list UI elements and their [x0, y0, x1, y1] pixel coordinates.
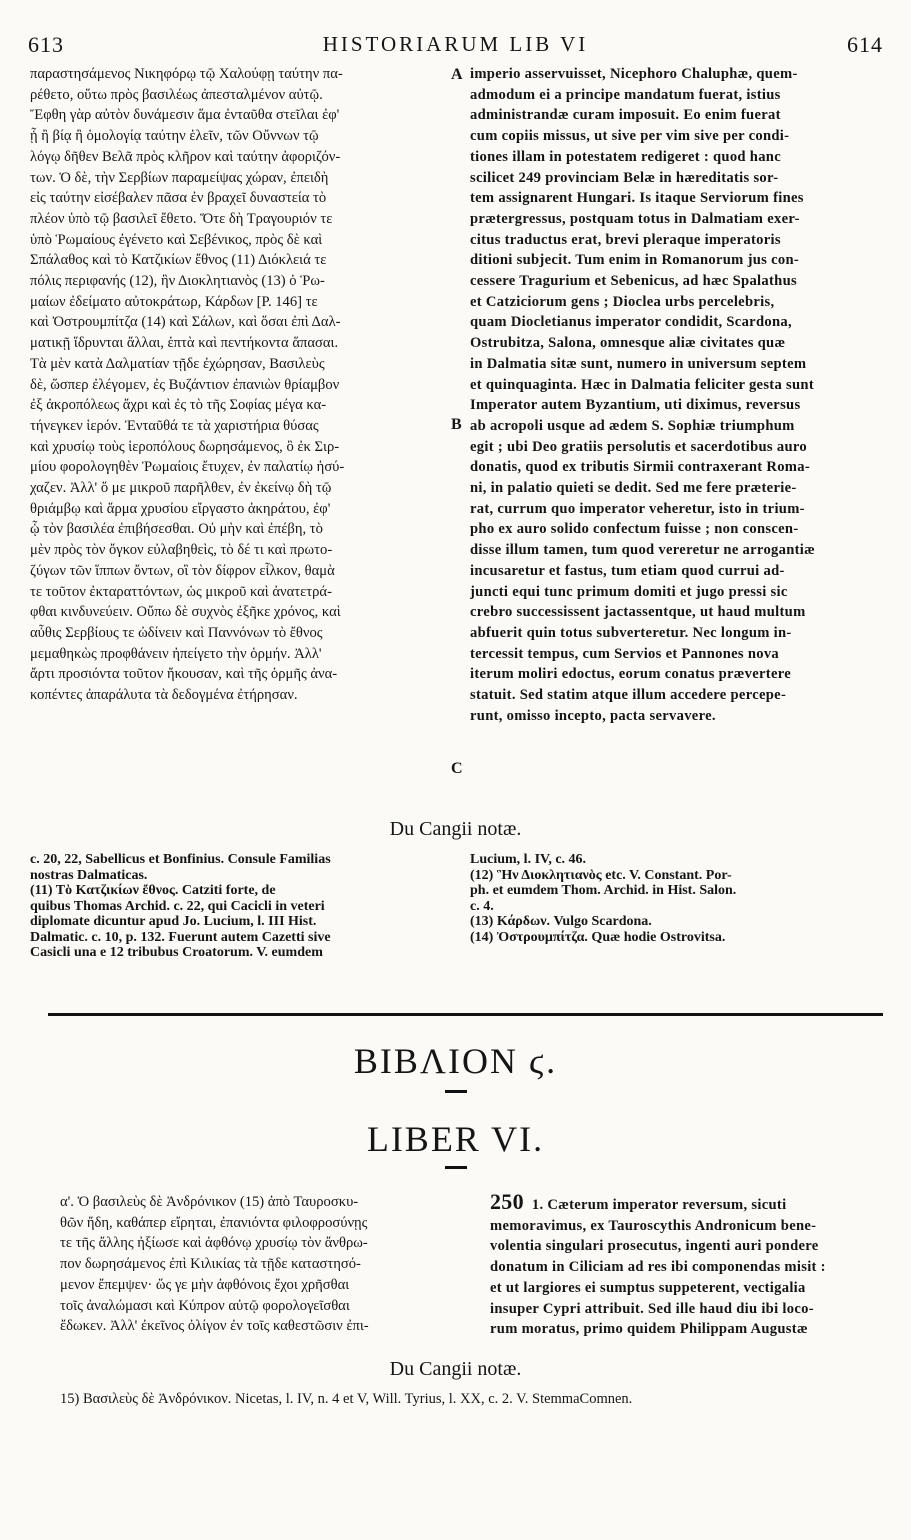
latin-line: tercessit tempus, cum Servios et Pannones nova	[470, 645, 780, 662]
greek-line: εἰς ταύτην εἰσέβαλεν πᾶσα ἐν βραχεῖ δυναστεία τὸ	[30, 190, 327, 207]
notes-right-column	[470, 852, 890, 945]
note-line: nostras Dalmaticas.	[30, 867, 148, 883]
greek-line: αὖθις Σερβίους τε ὠδίνειν καὶ Παννόνων τὸ ἔθνος	[30, 624, 323, 641]
latin-line: cessere Tragurium et Sebenicus, ad hæc Spalathus	[470, 273, 797, 290]
notes-left-column	[30, 852, 450, 961]
note-line: (13) Κάρδων. Vulgo Scardona.	[470, 914, 652, 929]
latin-line: ditioni subjecit. Tum enim in Romanorum jus con-	[470, 252, 800, 269]
greek-line: α'. Ὁ βασιλεὺς δὲ Ἀνδρόνικον (15) ἀπὸ Ταυροσκυ-	[60, 1194, 359, 1210]
latin-line: iterum moliri edoctus, eorum conatus prævertere	[470, 666, 792, 683]
margin-letter-b: B	[451, 416, 462, 433]
greek-line: ἔδωκεν. Ἀλλ' ἐκεῖνος ὀλίγον ἐν τοῖς καθεστῶσιν ἐπι-	[60, 1318, 369, 1335]
note-line: (11) Τὸ Κατζικίων ἔθνος. Catziti forte, de	[30, 883, 276, 898]
greek-line: πόλις περιφανής (12), ἣν Διοκλητιανὸς (13) ὁ Ῥω-	[30, 273, 325, 290]
greek-line: μὲν πρὸς τὸν ὄγκον εὐλαβηθεὶς, τὸ δέ τι καὶ πρωτο-	[30, 542, 333, 559]
greek-line: ὑπὸ Ῥωμαίους ἐγένετο καὶ Σεβένικος, πρὸς δὲ καὶ	[30, 231, 323, 248]
greek-line: πον δωρησάμενος ἐπὶ Κιλικίας τὰ τῇδε καταστησό-	[60, 1256, 361, 1273]
running-title: HISTORIARUM LIB VI	[322, 32, 589, 56]
latin-line: imperio asservuisset, Nicephoro Chaluphæ, quem-	[470, 66, 798, 82]
margin-letter-a: A	[451, 66, 463, 83]
note-line: quibus Thomas Archid. c. 22, qui Cacicli in veteri	[30, 898, 325, 914]
greek-line: ᾗ ἢ βίᾳ ἢ ὁμολογίᾳ ταύτην ἑλεῖν, τῶν Οὔννων τῷ	[30, 128, 319, 145]
greek-column-top	[30, 64, 455, 724]
notes-heading-top: Du Cangii notæ.	[389, 818, 522, 840]
latin-line: abfuerit quin totus subverteretur. Nec longum in-	[470, 624, 792, 641]
title-dash	[445, 1166, 467, 1169]
latin-line: ab acropoli usque ad ædem S. Sophiæ triumphum	[470, 417, 795, 434]
latin-line: donatum in Ciliciam ad res ibi componendas misit :	[490, 1259, 826, 1276]
latin-line: pho ex auro solido confectum fuisse ; non conscen-	[470, 521, 799, 538]
footnote-15	[60, 1390, 880, 1408]
latin-line: incusaretur et fastus, tum etiam quod currui ad-	[470, 562, 785, 579]
greek-line: τε τοῦτον ἐκταραττόντων, ὡς μικροῦ καὶ ἀνατετρά-	[30, 583, 332, 600]
greek-line: Ἔφθη γὰρ αὐτὸν δυνάμεσιν ἅμα ἐνταῦθα στεῖλαι ἐφ'	[30, 107, 340, 124]
greek-line: ᾧ τὸν βασιλέα ἐπιβήσεσθαι. Οὐ μὴν καὶ ἐπέβη, τὸ	[30, 521, 323, 538]
greek-line: μίου φορολογηθὲν Ῥωμαίοις ἔτυχεν, ἐν παλατίῳ ἡσύ-	[30, 459, 345, 476]
latin-line: insuper Cypri attribuit. Sed ille haud diu ibi loco-	[490, 1300, 814, 1317]
latin-line: prætergressus, postquam totus in Dalmatiam exer-	[470, 210, 800, 227]
greek-line: ζύγων τῶν ἵππων ὄντων, οἳ τὸν δίφρον εἷλκον, θαμὰ	[30, 562, 335, 579]
latin-line: Imperator autem Byzantium, uti diximus, reversus	[470, 397, 801, 414]
greek-line: Σπάλαθος καὶ τὸ Κατζικίων ἔθνος (11) Διόκλειά τε	[30, 252, 327, 269]
title-dash	[445, 1090, 467, 1093]
greek-line: πλέον ὑπὸ τῷ βασιλεῖ ἔθετο. Ὅτε δὴ Τραγουριόν τε	[30, 210, 333, 227]
margin-letter-c: C	[451, 760, 463, 777]
latin-line: et Catziciorum gens ; Dioclea urbs percelebris,	[470, 293, 775, 310]
greek-line: τε τῆς ἄλλης ἠξίωσε καὶ ἀφθόνῳ χρυσίῳ τὸν ἄνθρω-	[60, 1235, 368, 1252]
footnote-line: 15) Βασιλεὺς δὲ Ἀνδρόνικον. Nicetas, l. IV, n. 4 et V, Will. Tyrius, l. XX, c. 2. V. Stemma	[60, 1391, 580, 1407]
latin-column-bottom	[490, 1192, 890, 1357]
latin-line: in Dalmatia sitæ sunt, numero in universum septem	[470, 355, 807, 372]
latin-line: volentia singulari prosecutus, ingenti auri pondere	[490, 1238, 819, 1255]
latin-line: memoravimus, ex Tauroscythis Andronicum bene-	[490, 1217, 817, 1234]
latin-line: donatis, quod ex tributis Sirmii contraxerant Roma-	[470, 459, 811, 476]
greek-line: των. Ὁ δὲ, τὴν Σερβίων παραμείψας χώραν, ἐπειδὴ	[30, 169, 329, 186]
left-page-number: 613	[28, 32, 64, 57]
latin-line: et ut largiores ei sumptus suppeterent, vectigalia	[490, 1279, 806, 1296]
greek-line: ρέθετο, οὕτω πρὸς βασιλέως ἀπεσταλμένον αὐτῷ.	[30, 86, 323, 103]
greek-line: ἐξ ἀκροπόλεως ἄχρι καὶ ἐς τὸ τῆς Σοφίας μέγα κα-	[30, 397, 327, 414]
latin-line: tem assignarent Hungari. Is itaque Serviorum fines	[470, 190, 804, 207]
greek-line: τήνεγκεν ἱερόν. Ἐνταῦθά τε τὰ χαριστήρια θύσας	[30, 417, 319, 434]
greek-line: θριάμβῳ καὶ ἅρμα χρυσίου εἴργαστο ἀκηράτου, ἐφ'	[30, 500, 331, 517]
greek-line: τοῖς ἀναλώμασι καὶ Κύπρον αὐτῷ φορολογεῖσθαι	[60, 1297, 350, 1314]
greek-line: θῶν ἤδη, καθάπερ εἴρηται, ἐπανιόντα φιλοφροσύνῃς	[60, 1214, 368, 1231]
latin-line: Ostrubitza, Salona, omnesque aliæ civitates quæ	[470, 335, 786, 352]
greek-line: λόγῳ δῆθεν Βελᾶ πρὸς κλῆρον καὶ ταύτην ἀφοριζόν-	[30, 148, 341, 165]
note-line: Dalmatic. c. 10, p. 132. Fuerunt autem Cazetti sive	[30, 929, 331, 945]
notes-heading-bottom: Du Cangii notæ.	[389, 1358, 522, 1380]
latin-line: quam Diocletianus imperator condidit, Scardona,	[470, 314, 792, 331]
greek-line: δὲ, ὥσπερ ἐλέγομεν, ἐς Βυζάντιον ἐπανιὼν θρίαμβον	[30, 376, 340, 393]
note-line: c. 20, 22, Sabellicus et Bonfinius. Consule Familias	[30, 852, 331, 867]
greek-line: ἄρτι προσιόντα τοῦτον ἤκουσαν, καὶ τῆς ὁρμῆς ἀνα-	[30, 666, 338, 683]
latin-line: admodum ei a principe mandatum fuerat, istius	[470, 86, 781, 103]
greek-line: ματικῇ ἵδρυνται ἄλλαι, ἑπτὰ καὶ πεντήκοντα ἅπασαι.	[30, 335, 339, 352]
note-line: c. 4.	[470, 898, 494, 914]
latin-line: citus traductus erat, brevi pleraque imperatoris	[470, 231, 781, 248]
latin-line: juncti equi tunc primum domiti et jugo pressi sic	[470, 583, 788, 600]
note-line: Casicli una e 12 tribubus Croatorum. V. eumdem	[30, 945, 323, 960]
latin-book-title: LIBER VI.	[366, 1119, 545, 1159]
latin-line: runt, omisso incepto, pacta servavere.	[470, 707, 716, 724]
greek-line: καὶ χρυσίῳ τοὺς ἱεροπόλους δωρησάμενος, ὃ ἐκ Σιρ-	[30, 438, 340, 455]
greek-line: παραστησάμενος Νικηφόρῳ τῷ Χαλούφῃ ταύτην πα-	[30, 66, 343, 82]
greek-line: μεμαθηκὼς προφθάνειν ἠπείγετο τὴν ὁρμήν. Ἀλλ'	[30, 645, 322, 662]
greek-book-title: BIBΛΙΟΝ ϛ.	[353, 1041, 558, 1081]
running-head	[28, 32, 883, 62]
greek-line: κοπέντες ἀπαράλυτα τὰ δεδογμένα ἐτήρησαν.	[30, 687, 298, 704]
greek-line: μαίων ἐδείματο αὐτοκράτωρ, Κάρδων [P. 146] τε	[30, 293, 318, 310]
latin-line: tiones illam in potestatem redigeret : quod hanc	[470, 148, 781, 165]
latin-line: statuit. Sed statim atque illum accedere percepe-	[470, 687, 787, 704]
greek-line: χαζεν. Ἀλλ' ὅ με μικροῦ παρῆλθεν, ἐν ἐκείνῳ δὴ τῷ	[30, 480, 332, 497]
latin-line: administrandæ curam imposuit. Eo enim fuerat	[470, 107, 781, 124]
section-number: 250	[490, 1192, 524, 1214]
latin-line: crebro successissent jactassentque, ut haud multum	[470, 604, 806, 621]
note-line: Lucium, l. IV, c. 46.	[470, 852, 587, 867]
section-rule	[48, 1013, 883, 1016]
greek-line: μενον ἔπεμψεν· ὥς γε μὴν ἀφθόνοις ἔχοι χρῆσθαι	[60, 1276, 350, 1293]
note-line: (12) Ἣν Διοκλητιανὸς etc. V. Constant. Por-	[470, 867, 732, 883]
latin-line: rum moratus, primo quidem Philippam Augustæ	[490, 1321, 808, 1338]
latin-line: ni, in palatio quieti se dedit. Sed me fere præterie-	[470, 480, 797, 497]
right-page-number: 614	[847, 32, 883, 57]
greek-line: Τὰ μὲν κατὰ Δαλματίαν τῇδε ἐχώρησαν, Βασιλεὺς	[30, 355, 325, 372]
latin-line: 1. Cæterum imperator reversum, sicuti	[531, 1197, 787, 1213]
latin-line: egit ; ubi Deo gratiis persolutis et sacerdotibus auro	[470, 438, 807, 455]
footnote-line: Comnen.	[579, 1391, 633, 1407]
note-line: ph. et eumdem Thom. Archid. in Hist. Salon.	[470, 883, 737, 898]
greek-column-bottom	[60, 1192, 460, 1352]
latin-line: et quinquaginta. Hæc in Dalmatia feliciter gesta sunt	[470, 376, 814, 393]
greek-line: φθαι κινδυνεύειν. Οὔπω δὲ συχνὸς ἐξῆκε χρόνος, καὶ	[30, 604, 341, 621]
latin-column-top	[470, 64, 890, 744]
note-line: (14) Ὀστρουμπίτζα. Quæ hodie Ostrovitsa.	[470, 929, 726, 945]
latin-line: cum copiis missus, ut sive per vim sive per condi-	[470, 128, 790, 145]
latin-line: rat, currum quo imperator veheretur, isto in trium-	[470, 500, 805, 517]
greek-line: καὶ Ὀστρουμπίτζα (14) καὶ Σάλων, καὶ ὅσαι ἐπὶ Δαλ-	[30, 314, 341, 331]
latin-line: disse illum tamen, tum quod vereretur ne arrogantiæ	[470, 542, 816, 559]
latin-line: scilicet 249 provinciam Belæ in hæreditatis sor-	[470, 169, 779, 186]
note-line: diplomate dicuntur apud Jo. Lucium, l. III Hist.	[30, 914, 317, 929]
